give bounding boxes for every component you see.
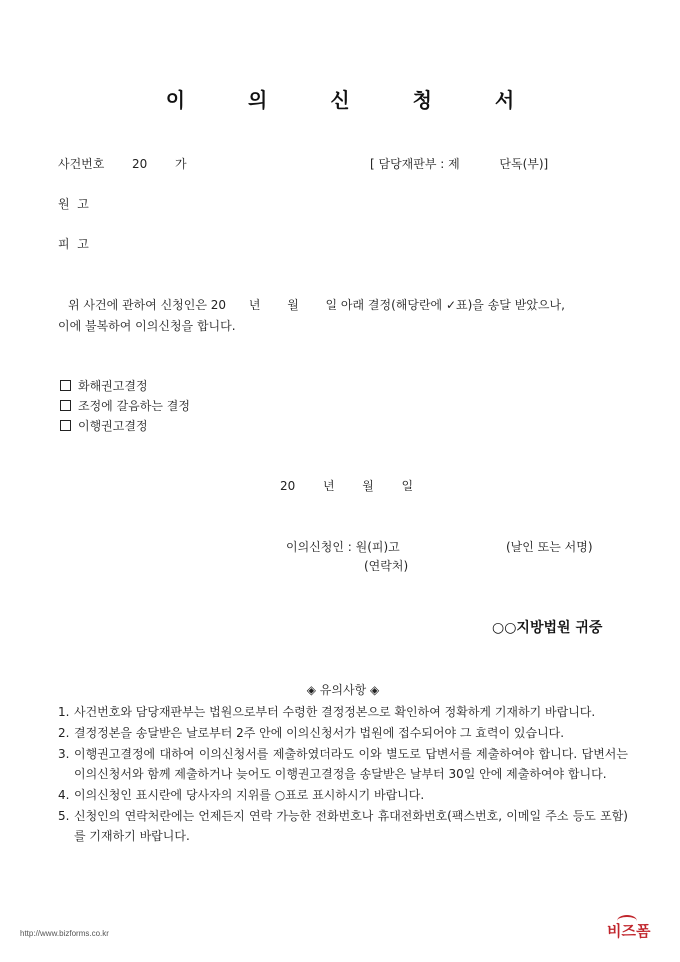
- case-number-year: 20: [132, 157, 148, 171]
- date-year-label: 년: [322, 479, 335, 493]
- note-text: 이행권고결정에 대하여 이의신청서를 제출하였더라도 이와 별도로 답변서를 제출하여야 합니다. 답변서는 이의신청서와 함께 제출하거나 늦어도 이행권고결정을 송달받은 날부터 30일 안에 제출하여야 합니다.: [74, 747, 628, 781]
- option-settlement-recommendation[interactable]: [60, 377, 148, 394]
- case-number-row: [58, 155, 187, 172]
- court-division-label: [ 담당재판부 : 제: [370, 157, 460, 171]
- note-number: 5.: [58, 809, 70, 823]
- applicant-label: 이의신청인 : 원(피)고: [286, 540, 400, 554]
- note-text: 이의신청인 표시란에 당사자의 지위를 ○표로 표시하시기 바랍니다.: [74, 788, 425, 802]
- note-item: [58, 723, 628, 743]
- footer-url-link[interactable]: http://www.bizforms.co.kr: [20, 929, 109, 938]
- body-line-2: 이에 불복하여 이의신청을 합니다.: [58, 319, 236, 333]
- option-mediation-decision[interactable]: [60, 397, 190, 414]
- plaintiff-label: 원 고: [58, 197, 89, 211]
- court-division-suffix: 단독(부)]: [499, 157, 549, 171]
- note-number: 2.: [58, 726, 70, 740]
- bizforms-logo[interactable]: 비즈폼: [607, 922, 651, 940]
- case-number-label: 사건번호: [58, 157, 105, 171]
- note-item: [58, 785, 628, 805]
- note-text: 사건번호와 담당재판부는 법원으로부터 수령한 결정정본으로 확인하여 정확하게 기재하기 바랍니다.: [74, 705, 596, 719]
- checkbox-icon[interactable]: [60, 380, 71, 391]
- option-label: 조정에 갈음하는 결정: [78, 399, 190, 413]
- note-text: 결정정본을 송달받은 날로부터 2주 안에 이의신청서가 법원에 접수되어야 그 효력이 있습니다.: [74, 726, 565, 740]
- notes-title: ◈ 유의사항 ◈: [306, 683, 380, 697]
- document-title: 이 의 신 청 서: [165, 88, 543, 112]
- notes-section: [58, 681, 628, 847]
- checkbox-icon[interactable]: [60, 400, 71, 411]
- date-row: [280, 477, 413, 494]
- option-label: 이행권고결정: [78, 419, 148, 433]
- date-year: 20: [280, 479, 296, 493]
- contact-label: (연락처): [364, 559, 409, 573]
- case-number-type: 가: [174, 157, 187, 171]
- court-addressee: ○○지방법원 귀중: [492, 620, 603, 636]
- date-month-label: 월: [362, 479, 374, 493]
- note-number: 3.: [58, 747, 70, 761]
- note-number: 1.: [58, 705, 70, 719]
- checkbox-icon[interactable]: [60, 420, 71, 431]
- note-number: 4.: [58, 788, 70, 802]
- note-item: [58, 702, 628, 722]
- note-item: [58, 744, 628, 784]
- note-text: 신청인의 연락처란에는 언제든지 연락 가능한 전화번호나 휴대전화번호(팩스번호, 이메일 주소 등도 포함)를 기재하기 바랍니다.: [74, 809, 628, 843]
- defendant-label: 피 고: [58, 237, 89, 251]
- option-label: 화해권고결정: [78, 379, 148, 393]
- body-paragraph: [58, 295, 628, 337]
- court-division: [370, 155, 548, 172]
- note-item: [58, 806, 628, 846]
- signature-label: (날인 또는 서명): [506, 540, 593, 554]
- option-performance-recommendation[interactable]: [60, 417, 148, 434]
- body-line-1: 위 사건에 관하여 신청인은 20 년 월 일 아래 결정(해당란에 ✓표)을 송달 받았으나,: [68, 298, 565, 312]
- date-day-label: 일: [401, 479, 414, 493]
